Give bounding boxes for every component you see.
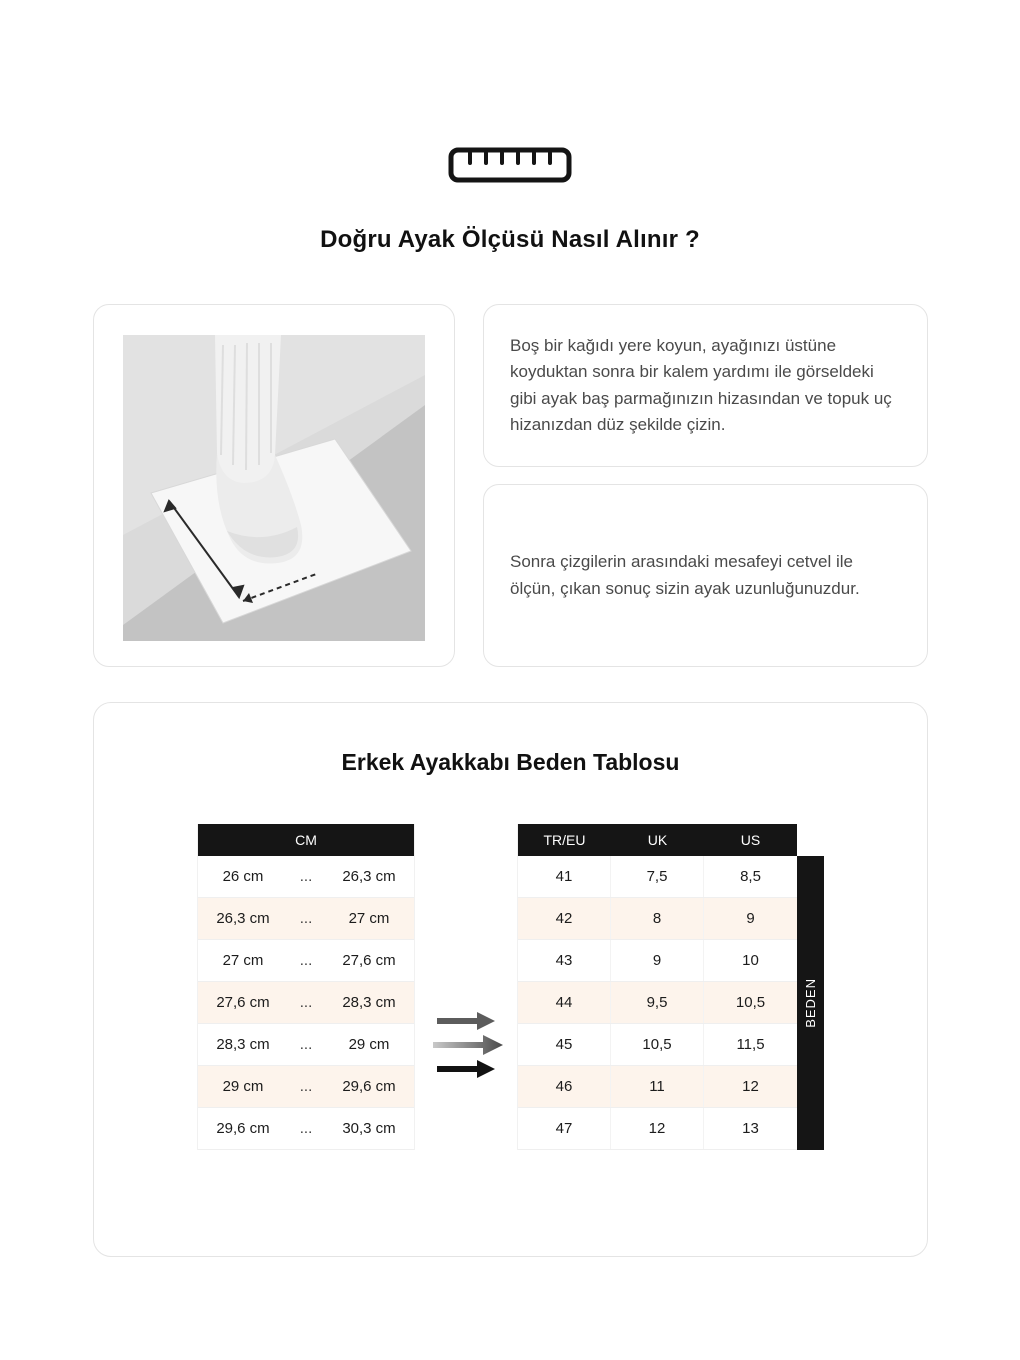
size-table-row: [518, 856, 797, 898]
us-value: 11,5: [736, 1036, 765, 1053]
uk-value: 7,5: [611, 856, 704, 897]
treu-value: 41: [518, 856, 611, 897]
size-table-row: [518, 982, 797, 1024]
cm-from-value: 27,6 cm: [216, 994, 270, 1011]
us-value: 13: [742, 1120, 759, 1137]
cm-to-value: 28,3 cm: [342, 994, 396, 1011]
range-separator: ...: [299, 952, 313, 969]
size-table-row: [518, 940, 797, 982]
range-separator: ...: [299, 1036, 313, 1053]
beden-side-label-text: BEDEN: [803, 978, 818, 1028]
cm-from-value: 26,3 cm: [216, 910, 270, 927]
ruler-icon: [0, 0, 1020, 184]
cm-from-value: 26 cm: [222, 868, 264, 885]
cm-to-value: 26,3 cm: [342, 868, 396, 885]
cm-table: [197, 824, 415, 1150]
us-value: 10: [742, 952, 759, 969]
treu-value: 46: [518, 1066, 611, 1107]
cm-table-row: [198, 1108, 414, 1150]
instruction-step-1: [483, 304, 928, 467]
cm-table-row: [198, 898, 414, 940]
size-table-header-uk: UK: [647, 832, 668, 848]
cm-table-header: CM: [198, 824, 414, 856]
size-table-wrap: [517, 824, 824, 1150]
instruction-step-2: [483, 484, 928, 667]
size-table-row: [518, 898, 797, 940]
cm-table-row: [198, 940, 414, 982]
instruction-step-1-text: Boş bir kağıdı yere koyun, ayağınızı üstüne koyduktan sonra bir kalem yardımı ile görseldeki gibi ayak baş parmağınızın hizasından ve topuk uç hizanızdan düz şekilde çizin.: [510, 335, 892, 434]
cm-from-value: 29 cm: [222, 1078, 264, 1095]
cm-table-row: [198, 856, 414, 898]
foot-measurement-photo: [123, 335, 425, 641]
cm-table-body: [198, 856, 414, 1150]
cm-to-value: 27,6 cm: [342, 952, 396, 969]
size-table-header-treu: TR/EU: [543, 832, 586, 848]
uk-value: 9: [611, 940, 704, 981]
cm-to-value: 27 cm: [348, 910, 390, 927]
cm-from-value: 28,3 cm: [216, 1036, 270, 1053]
size-table-header-us: US: [740, 832, 761, 848]
beden-side-label: [797, 856, 824, 1150]
range-separator: ...: [299, 910, 313, 927]
uk-value: 11: [611, 1066, 704, 1107]
us-value: 8,5: [740, 868, 761, 885]
page-title: Doğru Ayak Ölçüsü Nasıl Alınır ?: [320, 226, 700, 253]
size-chart-title: Erkek Ayakkabı Beden Tablosu: [341, 749, 680, 775]
size-chart-card: [93, 702, 928, 1257]
cm-table-row: [198, 1024, 414, 1066]
size-tables: [94, 824, 927, 1150]
size-table-header-row: [518, 824, 797, 856]
range-separator: ...: [299, 868, 313, 885]
instruction-step-2-text: Sonra çizgilerin arasındaki mesafeyi cetvel ile ölçün, çıkan sonuç sizin ayak uzunluğunuzdur.: [510, 552, 860, 598]
size-table-row: [518, 1066, 797, 1108]
range-separator: ...: [299, 1120, 313, 1137]
treu-value: 42: [518, 898, 611, 939]
size-table: [517, 824, 797, 1150]
cm-from-value: 27 cm: [222, 952, 264, 969]
treu-value: 47: [518, 1108, 611, 1149]
range-separator: ...: [299, 1078, 313, 1095]
uk-value: 10,5: [611, 1024, 704, 1065]
cm-to-value: 29 cm: [348, 1036, 390, 1053]
range-separator: ...: [299, 994, 313, 1011]
size-table-row: [518, 1108, 797, 1150]
cm-to-value: 29,6 cm: [342, 1078, 396, 1095]
cm-from-value: 29,6 cm: [216, 1120, 270, 1137]
cm-table-row: [198, 982, 414, 1024]
us-value: 9: [746, 910, 755, 927]
uk-value: 8: [611, 898, 704, 939]
size-table-body: [518, 856, 797, 1150]
cm-to-value: 30,3 cm: [342, 1120, 396, 1137]
transfer-arrows-icon: [433, 1008, 503, 1085]
cm-table-row: [198, 1066, 414, 1108]
uk-value: 9,5: [611, 982, 704, 1023]
treu-value: 43: [518, 940, 611, 981]
measurement-photo-card: [93, 304, 455, 667]
treu-value: 45: [518, 1024, 611, 1065]
size-table-row: [518, 1024, 797, 1066]
uk-value: 12: [611, 1108, 704, 1149]
treu-value: 44: [518, 982, 611, 1023]
instruction-cards: [483, 304, 928, 667]
us-value: 10,5: [735, 994, 766, 1011]
us-value: 12: [742, 1078, 759, 1095]
instructions-section: [93, 304, 928, 667]
